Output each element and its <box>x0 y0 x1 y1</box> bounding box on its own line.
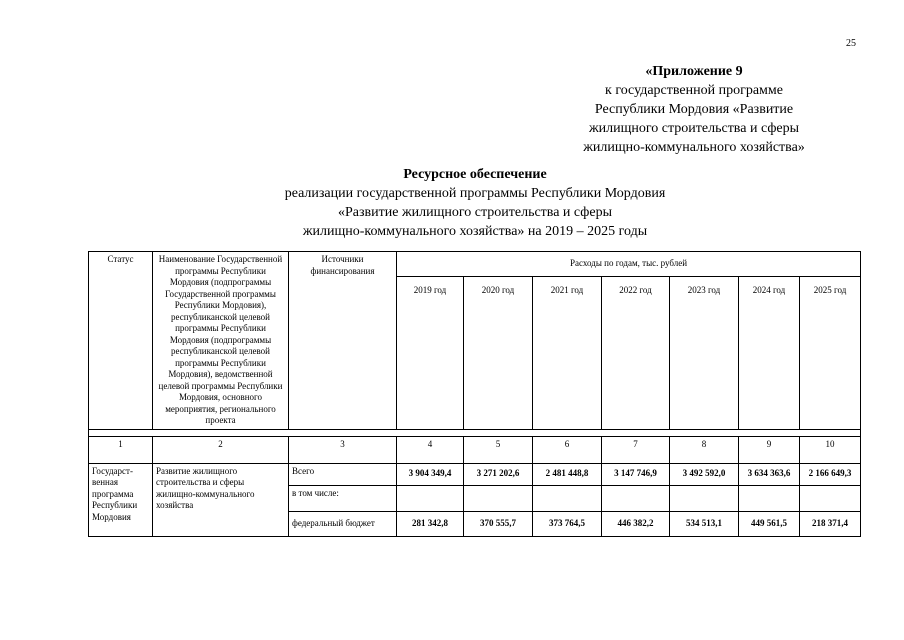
page-number: 25 <box>846 38 856 49</box>
header-name: Наименование Государственной программы Республики Мордовия (подпрограммы Государственной программы Республики Мордовия), республиканской целевой программы Республики Мордовия (подпрограммы республиканской целевой программы Республики Мордовия), ведомственной целевой программы Республики Мордовия, основного мероприятия, регионального проекта <box>153 252 289 430</box>
resource-table <box>88 251 861 537</box>
title-line: жилищно-коммунального хозяйства» на 2019 – 2025 годы <box>302 224 648 239</box>
header-year: 2024 год <box>739 277 800 430</box>
source-cell: федеральный бюджет <box>289 511 397 536</box>
value-cell: 2 166 649,3 <box>800 463 861 485</box>
title-heading: Ресурсное обеспечение <box>403 167 547 182</box>
value-cell <box>464 485 533 511</box>
value-cell: 281 342,8 <box>397 511 464 536</box>
appendix-title: «Приложение 9 <box>645 64 743 79</box>
column-number: 5 <box>464 436 533 463</box>
appendix-line: жилищного строительства и сферы <box>588 121 800 136</box>
appendix-block <box>534 62 854 157</box>
title-line: реализации государственной программы Республики Мордовия <box>284 186 666 201</box>
source-cell: Всего <box>289 463 397 485</box>
header-sources: Источники финансирования <box>289 252 397 430</box>
appendix-line: Республики Мордовия «Развитие <box>594 102 794 117</box>
header-year: 2023 год <box>670 277 739 430</box>
header-year: 2020 год <box>464 277 533 430</box>
value-cell <box>533 485 602 511</box>
column-number: 6 <box>533 436 602 463</box>
value-cell: 3 492 592,0 <box>670 463 739 485</box>
value-cell: 449 561,5 <box>739 511 800 536</box>
column-number: 2 <box>153 436 289 463</box>
table-row <box>89 463 861 485</box>
appendix-line: к государственной программе <box>605 83 783 98</box>
value-cell <box>800 485 861 511</box>
column-number: 3 <box>289 436 397 463</box>
source-cell: в том числе: <box>289 485 397 511</box>
program-name-cell: Развитие жилищного строительства и сферы жилищно-коммунального хозяйства <box>153 463 289 536</box>
header-expenses: Расходы по годам, тыс. рублей <box>397 252 861 277</box>
value-cell <box>602 485 670 511</box>
value-cell: 373 764,5 <box>533 511 602 536</box>
column-number: 4 <box>397 436 464 463</box>
appendix-line: жилищно-коммунального хозяйства» <box>583 140 805 155</box>
status-cell: Государст-венная программа Республики Мордовия <box>89 463 153 536</box>
value-cell <box>739 485 800 511</box>
column-number: 9 <box>739 436 800 463</box>
value-cell <box>397 485 464 511</box>
value-cell: 3 634 363,6 <box>739 463 800 485</box>
column-number: 10 <box>800 436 861 463</box>
title-line: «Развитие жилищного строительства и сферы <box>337 205 612 220</box>
value-cell: 3 904 349,4 <box>397 463 464 485</box>
header-year: 2021 год <box>533 277 602 430</box>
column-number: 8 <box>670 436 739 463</box>
value-cell: 3 271 202,6 <box>464 463 533 485</box>
header-year: 2025 год <box>800 277 861 430</box>
header-status: Статус <box>89 252 153 430</box>
value-cell: 446 382,2 <box>602 511 670 536</box>
value-cell: 3 147 746,9 <box>602 463 670 485</box>
value-cell: 2 481 448,8 <box>533 463 602 485</box>
value-cell: 534 513,1 <box>670 511 739 536</box>
document-title <box>0 165 904 241</box>
header-gap <box>89 429 861 436</box>
value-cell: 370 555,7 <box>464 511 533 536</box>
value-cell <box>670 485 739 511</box>
column-number: 1 <box>89 436 153 463</box>
header-year: 2022 год <box>602 277 670 430</box>
column-number: 7 <box>602 436 670 463</box>
value-cell: 218 371,4 <box>800 511 861 536</box>
header-year: 2019 год <box>397 277 464 430</box>
